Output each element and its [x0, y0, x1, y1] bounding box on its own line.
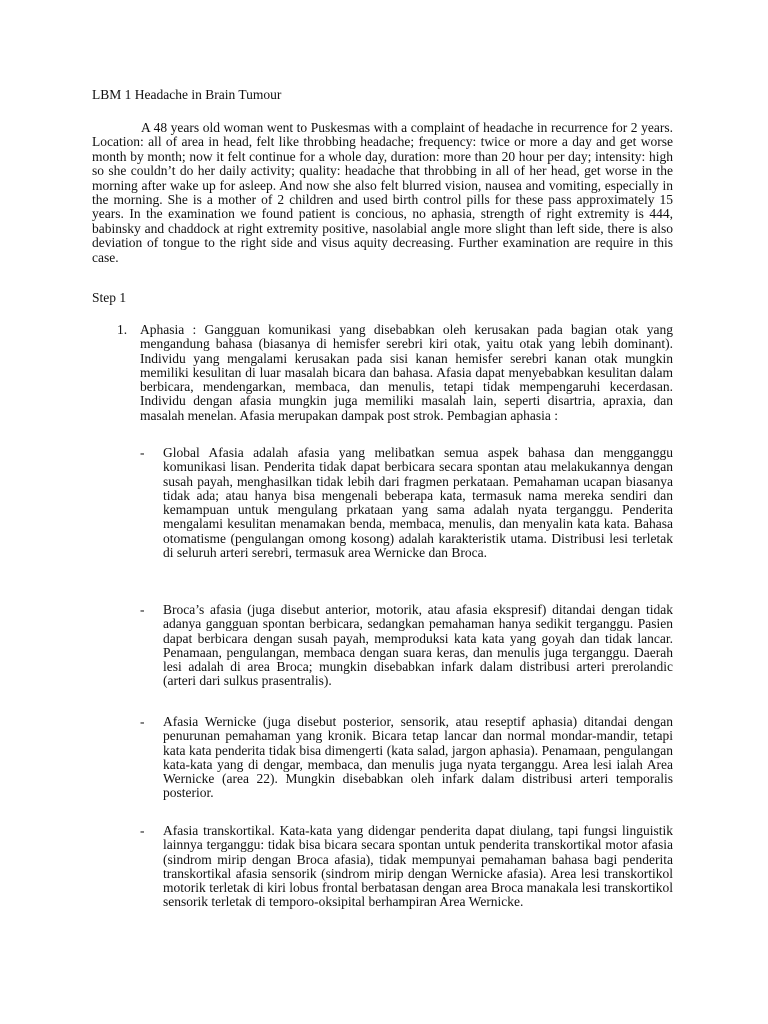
document-title: LBM 1 Headache in Brain Tumour	[92, 87, 282, 102]
intro-paragraph: A 48 years old woman went to Puskesmas with a complaint of headache in recurrence for 2 years. Location: all of area in head, felt like throbbing headache; frequency: twice or more a day and get worse month by month; now it felt continue for a whole day, duration: more than 20 hour per day; intensity: high so she couldn’t do her daily activity; quality: headache that throbbing in all of her head, get worse in the morning after wake up for asleep. And now she also felt blurred vision, nausea and vomiting, especially in the morning. She is a mother of 2 children and used birth control pills for these pass approximately 15 years. In the examination we found patient is concious, no aphasia, strength of right extremity is 444, babinsky and chaddock at right extremity positive, nasolabial angle more slight than left side, there is also deviation of tongue to the right side and visus aquity decreasing. Further examination are require in this case.	[92, 120, 673, 265]
global-aphasia-item: Global Afasia adalah afasia yang melibatkan semua aspek bahasa dan mengganggu komunikasi lisan. Penderita tidak dapat berbicara secara spontan atau melakukannya dengan susah payah, menghasilkan tidak lebih dari fragmen perkataan. Pemahaman ucapan biasanya tidak ada; atau hanya bisa mengenali beberapa kata, termasuk nama mereka sendiri dan kemampuan untuk mengulang prkataan yang sama adalah nyata terganggu. Penderita mengalami kesulitan menamakan benda, membaca, menulis, dan menyalin kata kata. Bahasa otomatisme (pengulangan omong kosong) adalah karakteristik utama. Distribusi lesi terletak di seluruh arteri serebri, termasuk area Wernicke dan Broca.	[163, 445, 673, 561]
bullet-dash: -	[140, 714, 145, 729]
wernicke-aphasia-item: Afasia Wernicke (juga disebut posterior, sensorik, atau reseptif aphasia) ditandai dengan penurunan pemahaman yang kronik. Bicara tetap lancar dan normal mondar-mandir, tetapi kata kata penderita tidak bisa dimengerti (kata salad, jargon aphasia). Penamaan, pengulangan kata-kata yang di dengar, membaca, dan menulis juga nyata terganggu. Area lesi ialah Area Wernicke (area 22). Mungkin disebabkan oleh infark dalam distribusi arteri temporalis posterior.	[163, 714, 673, 801]
broca-aphasia-item: Broca’s afasia (juga disebut anterior, motorik, atau afasia ekspresif) ditandai dengan tidak adanya gangguan spontan berbicara, sedangkan pemahaman hanya sedikit terganggu. Pasien dapat berbicara dengan susah payah, memproduksi kata kata yang goyah dan tidak lancar. Penamaan, pengulangan, membaca dengan suara keras, dan menulis juga terganggu. Daerah lesi adalah di area Broca; mungkin disebabkan infark dalam distribusi arteri prerolandic (arteri dari sulkus prasentralis).	[163, 602, 673, 689]
bullet-dash: -	[140, 823, 145, 838]
transcortical-aphasia-item: Afasia transkortikal. Kata-kata yang didengar penderita dapat diulang, tapi fungsi linguistik lainnya terganggu: tidak bisa bicara secara spontan untuk penderita transkortikal motor afasia (sindrom mirip dengan Broca afasia), tidak mempunyai pemahaman bahasa bagi penderita transkortikal afasia sensorik (sindrom mirip dengan Wernicke afasia). Area lesi transkortikol motorik terletak di kiri lobus frontal berbatasan dengan area Broca manakala lesi transkortikol sensorik terletak di temporo-oksipital berhampiran Area Wernicke.	[163, 823, 673, 910]
step-heading: Step 1	[92, 290, 127, 305]
bullet-dash: -	[140, 445, 145, 460]
list-item-number: 1.	[117, 322, 128, 337]
aphasia-definition-paragraph: Aphasia : Gangguan komunikasi yang disebabkan oleh kerusakan pada bagian otak yang mengandung bahasa (biasanya di hemisfer serebri kiri otak, yaitu otak yang lebih dominant). Individu yang mengalami kerusakan pada sisi kanan hemisfer serebri kanan otak mungkin memiliki kesulitan di luar masalah bicara dan bahasa. Afasia dapat menyebabkan kesulitan dalam berbicara, mendengarkan, membaca, dan menulis, tetapi tidak mempengaruhi kecerdasan. Individu dengan afasia mungkin juga memiliki masalah lain, seperti disartria, apraxia, dan masalah menelan. Afasia merupakan dampak post strok. Pembagian aphasia :	[140, 322, 673, 423]
bullet-dash: -	[140, 602, 145, 617]
